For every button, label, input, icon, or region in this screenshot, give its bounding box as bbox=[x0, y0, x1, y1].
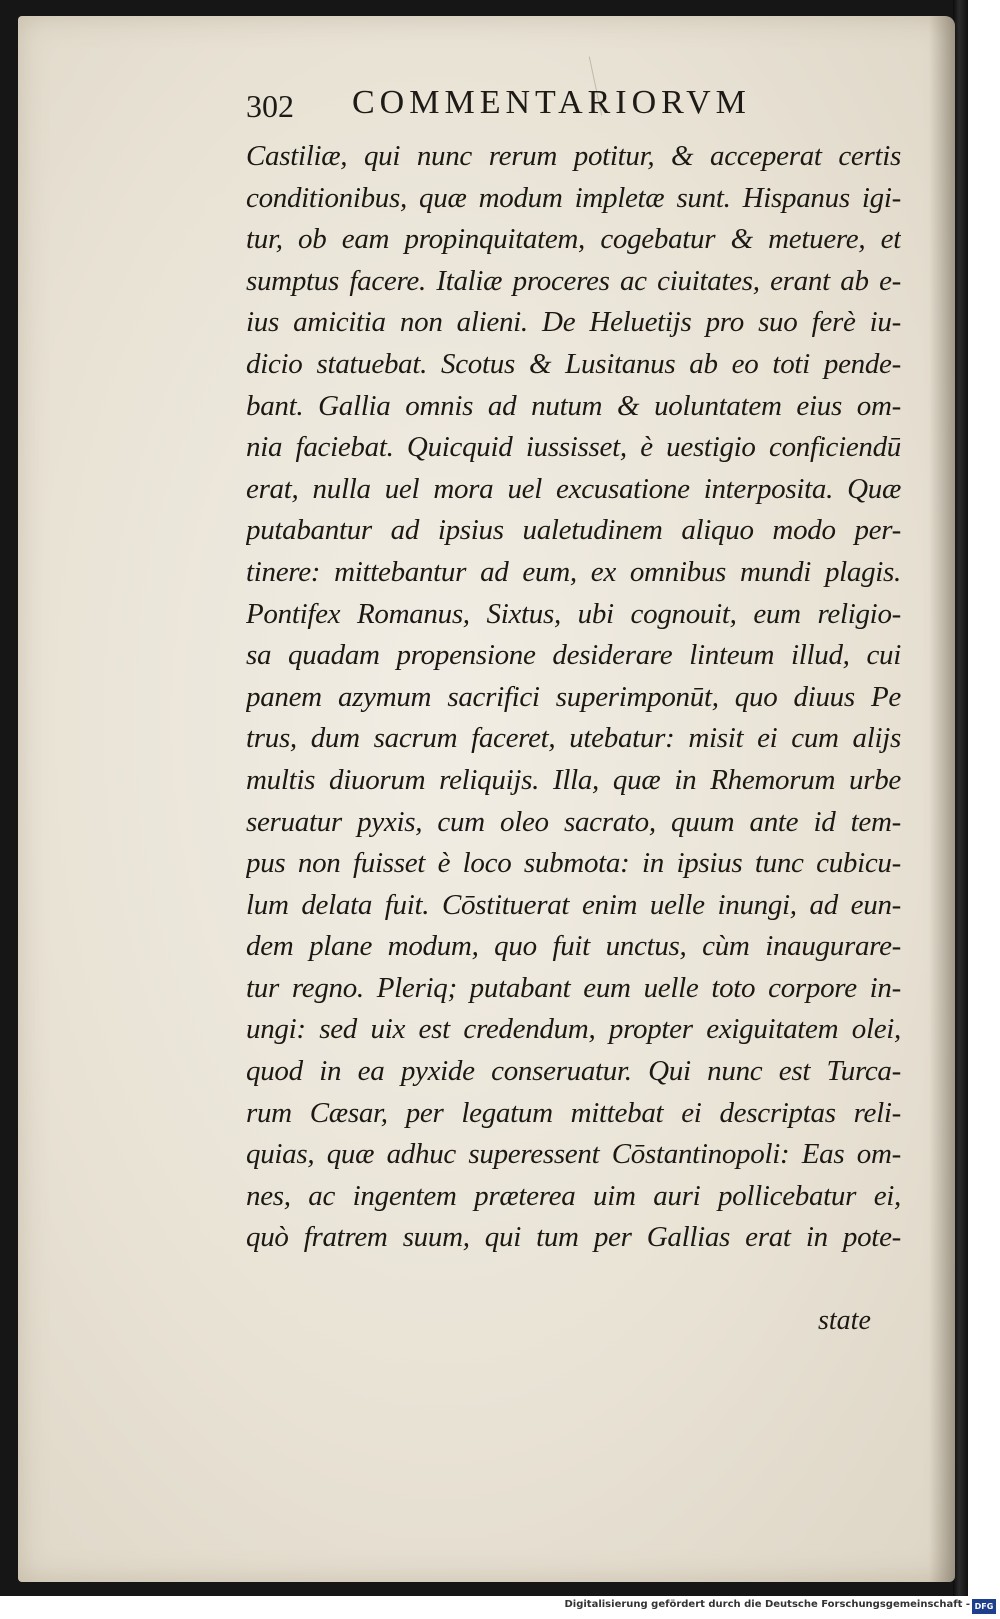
text-line: panem azymum sacrifici superimponūt, quo diuus Pe bbox=[246, 680, 901, 713]
text-line: quias, quæ adhuc superessent Cōstantinopoli: Eas om- bbox=[246, 1138, 901, 1171]
text-line: nia faciebat. Quicquid iussisset, è uestigio conficiendū bbox=[246, 431, 901, 464]
text-line: ius amicitia non alieni. De Heluetijs pro suo ferè iu- bbox=[246, 306, 901, 339]
text-line: dem plane modum, quo fuit unctus, cùm inaugurare- bbox=[246, 930, 901, 963]
page-number: 302 bbox=[246, 88, 294, 124]
text-line: rum Cæsar, per legatum mittebat ei descriptas reli- bbox=[246, 1096, 901, 1129]
text-line: dicio statuebat. Scotus & Lusitanus ab eo toti pende- bbox=[246, 347, 901, 380]
text-line: nes, ac ingentem præterea uim auri pollicebatur ei, bbox=[246, 1179, 901, 1212]
book-spine bbox=[953, 0, 968, 1596]
text-line: pus non fuisset è loco submota: in ipsius tunc cubicu- bbox=[246, 847, 901, 880]
text-line: bant. Gallia omnis ad nutum & uoluntatem eius om- bbox=[246, 389, 901, 422]
text-line: quò fratrem suum, qui tum per Gallias erat in pote- bbox=[246, 1221, 901, 1254]
digitization-credit: Digitalisierung gefördert durch die Deutsche Forschungsgemeinschaft - bbox=[564, 1599, 970, 1610]
text-line: tur regno. Pleriq; putabant eum uelle toto corpore in- bbox=[246, 971, 901, 1004]
text-line: sa quadam propensione desiderare linteum illud, cui bbox=[246, 639, 901, 672]
text-line: lum delata fuit. Cōstituerat enim uelle inungi, ad eun- bbox=[246, 888, 901, 921]
text-line: Pontifex Romanus, Sixtus, ubi cognouit, eum religio- bbox=[246, 597, 901, 630]
catchword: state bbox=[818, 1305, 871, 1336]
text-line: tinere: mittebantur ad eum, ex omnibus mundi plagis. bbox=[246, 555, 901, 588]
page-header bbox=[246, 80, 831, 125]
dfg-logo: DFG bbox=[972, 1599, 996, 1614]
running-title: COMMENTARIORVM bbox=[352, 84, 751, 121]
text-line: ungi: sed uix est credendum, propter exiguitatem olei, bbox=[246, 1013, 901, 1046]
body-text bbox=[246, 136, 901, 1259]
text-line: multis diuorum reliquijs. Illa, quæ in Rhemorum urbe bbox=[246, 763, 901, 796]
text-line: trus, dum sacrum faceret, utebatur: misit ei cum alijs bbox=[246, 722, 901, 755]
text-line: quod in ea pyxide conseruatur. Qui nunc est Turca- bbox=[246, 1055, 901, 1088]
text-line: sumptus facere. Italiæ proceres ac ciuitates, erant ab e- bbox=[246, 264, 901, 297]
text-line: conditionibus, quæ modum impletæ sunt. Hispanus igi- bbox=[246, 181, 901, 214]
text-line: Castiliæ, qui nunc rerum potitur, & acceperat certis bbox=[246, 140, 901, 172]
text-line: erat, nulla uel mora uel excusatione interposita. Quæ bbox=[246, 472, 901, 505]
text-line: putabantur ad ipsius ualetudinem aliquo modo per- bbox=[246, 514, 901, 547]
text-line: tur, ob eam propinquitatem, cogebatur & metuere, et bbox=[246, 223, 901, 256]
text-line: seruatur pyxis, cum oleo sacrato, quum ante id tem- bbox=[246, 805, 901, 838]
